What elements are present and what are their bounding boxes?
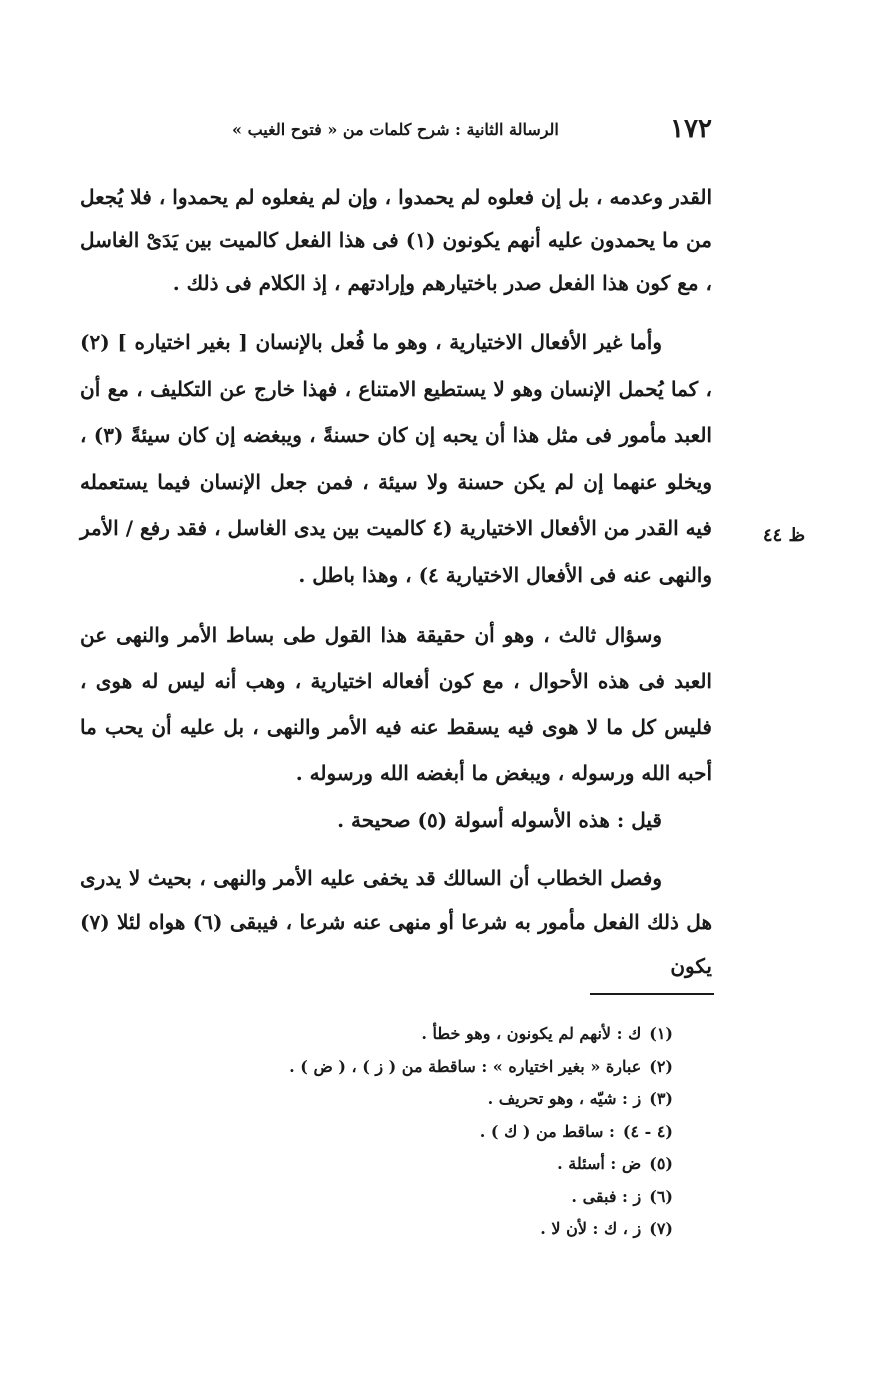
footnote-text: ز : فبقى . [571, 1186, 642, 1206]
manuscript-folio-marker: ظ ٤٤ [762, 525, 806, 546]
footnote-number: (٦) [649, 1186, 673, 1206]
footnote-number: (٧) [649, 1219, 673, 1238]
footnote-text: عبارة « بغير اختياره » : ساقطة من ( ز ) ، ( ض ) . [289, 1056, 642, 1076]
main-text [80, 176, 712, 988]
footnote-number: (١) [649, 1024, 673, 1043]
footnote-text: ز ، ك : لأن لا . [540, 1219, 642, 1238]
footnote-item [253, 1051, 673, 1084]
paragraph-5: وفصل الخطاب أن السالك قد يخفى عليه الأمر والنهى ، بحيث لا يدرى هل ذلك الفعل مأمور به شرعا أو منهى عنه شرعا ، فيبقى (٦) هواه لئلا (٧) يكون [80, 866, 712, 978]
footnote-item [253, 1083, 673, 1116]
footnote-text: : ساقط من ( ك ) . [479, 1121, 615, 1141]
paragraph-1: القدر وعدمه ، بل إن فعلوه لم يحمدوا ، وإن لم يفعلوه لم يحمدوا ، فلا يُجعل من ما يحمدون عليه أنهم يكونون (١) فى هذا الفعل كالميت بين يَدَىْ الغاسل ، مع كون هذا الفعل صدر باختيارهم وإرادتهم ، إذ الكلام فى ذلك . [80, 185, 712, 295]
footnote-number: (٣) [649, 1089, 673, 1108]
footnote-number: (٤ - ٤) [622, 1121, 673, 1141]
footnote-divider [590, 993, 714, 995]
footnote-text: ز : شيّه ، وهو تحريف . [487, 1089, 642, 1108]
paragraph-3: وسؤال ثالث ، وهو أن حقيقة هذا القول طى بساط الأمر والنهى عن العبد فى هذه الأحوال ، مع كون أفعاله اختيارية ، وهب أنه ليس له هوى ، فليس كل ما لا هوى فيه يسقط عنه فيه الأمر والنهى ، بل عليه أن يحب ما أحبه الله ورسوله ، ويبغض ما أبغضه الله ورسوله . [80, 623, 712, 785]
running-header [232, 112, 712, 146]
paragraph-4: قيل : هذه الأسوله أسولة (٥) صحيحة . [337, 808, 662, 832]
paragraph-2: وأما غير الأفعال الاختيارية ، وهو ما فُعل بالإنسان [ بغير اختياره ] (٢) ، كما يُحمل الإنسان وهو لا يستطيع الامتناع ، فهذا خارج عن التكليف ، مع أن العبد مأمور فى مثل هذا أن يحبه إن كان حسنةً ، ويبغضه إن كان سيئةً (٣) ، ويخلو عنهما إن لم يكن حسنة ولا سيئة ، فمن جعل الإنسان فيما يستعمله فيه القدر من الأفعال الاختيارية (٤ كالميت بين يدى الغاسل ، فقد رفع / الأمر والنهى عنه فى الأفعال الاختيارية ٤) ، وهذا باطل . [80, 330, 713, 587]
footnote-number: (٢) [649, 1056, 673, 1076]
footnote-item [253, 1181, 673, 1214]
footnote-item [253, 1213, 673, 1246]
header-title: الرسالة الثانية : شرح كلمات من « فتوح الغيب » [232, 119, 559, 139]
footnote-text: ك : لأنهم لم يكونون ، وهو خطأ . [421, 1024, 642, 1043]
page-number: ١٧٢ [670, 114, 712, 144]
footnote-item [253, 1148, 673, 1181]
footnote-item [253, 1116, 673, 1149]
footnote-item [253, 1018, 673, 1051]
footnote-text: ض : أسئلة . [557, 1154, 642, 1173]
footnote-number: (٥) [649, 1154, 673, 1173]
footnotes-list [253, 1018, 673, 1246]
